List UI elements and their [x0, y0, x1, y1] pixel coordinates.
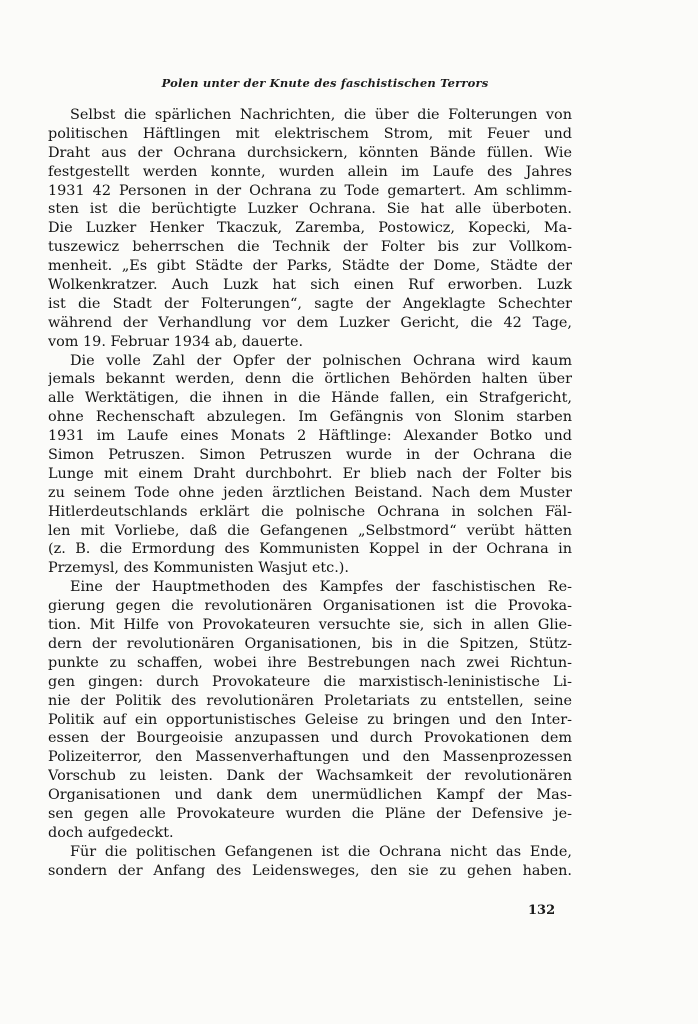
- text-line: punkte zu schaffen, wobei ihre Bestrebungen nach zwei Richtun-: [48, 654, 572, 671]
- text-line: 1931 im Laufe eines Monats 2 Häftlinge: Alexander Botko und: [48, 428, 572, 445]
- body-text: [48, 106, 572, 881]
- text-line: sten ist die berüchtigte Luzker Ochrana. Sie hat alle überboten.: [48, 201, 572, 218]
- text-line: Hitlerdeutschlands erklärt die polnische Ochrana in solchen Fäl-: [48, 503, 572, 520]
- text-line: alle Werktätigen, die ihnen in die Hände fallen, ein Strafgericht,: [48, 390, 572, 407]
- text-line: Für die politischen Gefangenen ist die Ochrana nicht das Ende,: [70, 843, 572, 860]
- text-line: Przemysl, des Kommunisten Wasjut etc.).: [48, 560, 349, 577]
- text-line: (z. B. die Ermordung des Kommunisten Koppel in der Ochrana in: [48, 541, 572, 558]
- text-line: Organisationen und dank dem unermüdlichen Kampf der Mas-: [48, 787, 572, 804]
- text-line: Wolkenkratzer. Auch Luzk hat sich einen Ruf erworben. Luzk: [48, 277, 572, 294]
- text-line: vom 19. Februar 1934 ab, dauerte.: [48, 333, 304, 350]
- text-line: essen der Bourgeoisie anzupassen und durch Provokationen dem: [48, 730, 572, 747]
- text-line: ohne Rechenschaft abzulegen. Im Gefängnis von Slonim starben: [48, 409, 572, 426]
- text-line: sondern der Anfang des Leidensweges, den sie zu gehen haben.: [48, 862, 572, 879]
- text-line: tion. Mit Hilfe von Provokateuren versuchte sie, sich in allen Glie-: [48, 617, 572, 634]
- text-line: sen gegen alle Provokateure wurden die Pläne der Defensive je-: [48, 805, 572, 822]
- text-line: politischen Häftlingen mit elektrischem Strom, mit Feuer und: [48, 125, 572, 142]
- text-line: doch aufgedeckt.: [48, 824, 174, 841]
- text-line: während der Verhandlung vor dem Luzker Gericht, die 42 Tage,: [48, 314, 572, 331]
- text-line: gierung gegen die revolutionären Organisationen ist die Provoka-: [48, 598, 572, 615]
- text-line: Simon Petruszen. Simon Petruszen wurde in der Ochrana die: [48, 447, 572, 464]
- text-line: len mit Vorliebe, daß die Gefangenen „Selbstmord“ verübt hätten: [48, 522, 572, 539]
- text-line: zu seinem Tode ohne jeden ärztlichen Beistand. Nach dem Muster: [48, 484, 572, 501]
- text-line: Die Luzker Henker Tkaczuk, Zaremba, Postowicz, Kopecki, Ma-: [48, 220, 572, 237]
- text-line: dern der revolutionären Organisationen, bis in die Spitzen, Stütz-: [48, 635, 572, 652]
- text-line: Eine der Hauptmethoden des Kampfes der faschistischen Re-: [70, 579, 572, 596]
- running-header: Polen unter der Knute des faschistischen Terrors: [161, 76, 489, 90]
- text-line: nie der Politik des revolutionären Proletariats zu entstellen, seine: [48, 692, 572, 709]
- text-line: Die volle Zahl der Opfer der polnischen Ochrana wird kaum: [70, 352, 572, 369]
- text-line: menheit. „Es gibt Städte der Parks, Städte der Dome, Städte der: [48, 258, 572, 275]
- text-line: jemals bekannt werden, denn die örtlichen Behörden halten über: [48, 371, 572, 388]
- text-line: Draht aus der Ochrana durchsickern, könnten Bände füllen. Wie: [48, 144, 572, 161]
- text-line: Politik auf ein opportunistisches Geleise zu bringen und den Inter-: [48, 711, 572, 728]
- text-line: Selbst die spärlichen Nachrichten, die über die Folterungen von: [70, 107, 572, 123]
- text-line: Polizeiterror, den Massenverhaftungen und den Massenprozessen: [48, 749, 572, 766]
- page-number: 132: [528, 903, 556, 918]
- text-line: festgestellt werden konnte, wurden allein im Laufe des Jahres: [48, 163, 572, 180]
- text-line: ist die Stadt der Folterungen“, sagte der Angeklagte Schechter: [48, 295, 572, 312]
- text-line: Vorschub zu leisten. Dank der Wachsamkeit der revolutionären: [48, 768, 572, 785]
- text-line: gen gingen: durch Provokateure die marxistisch-leninistische Li-: [48, 673, 572, 690]
- text-line: 1931 42 Personen in der Ochrana zu Tode gemartert. Am schlimm-: [48, 182, 572, 199]
- text-line: tuszewicz beherrschen die Technik der Folter bis zur Vollkom-: [48, 239, 572, 256]
- text-line: Lunge mit einem Draht durchbohrt. Er blieb nach der Folter bis: [48, 465, 572, 482]
